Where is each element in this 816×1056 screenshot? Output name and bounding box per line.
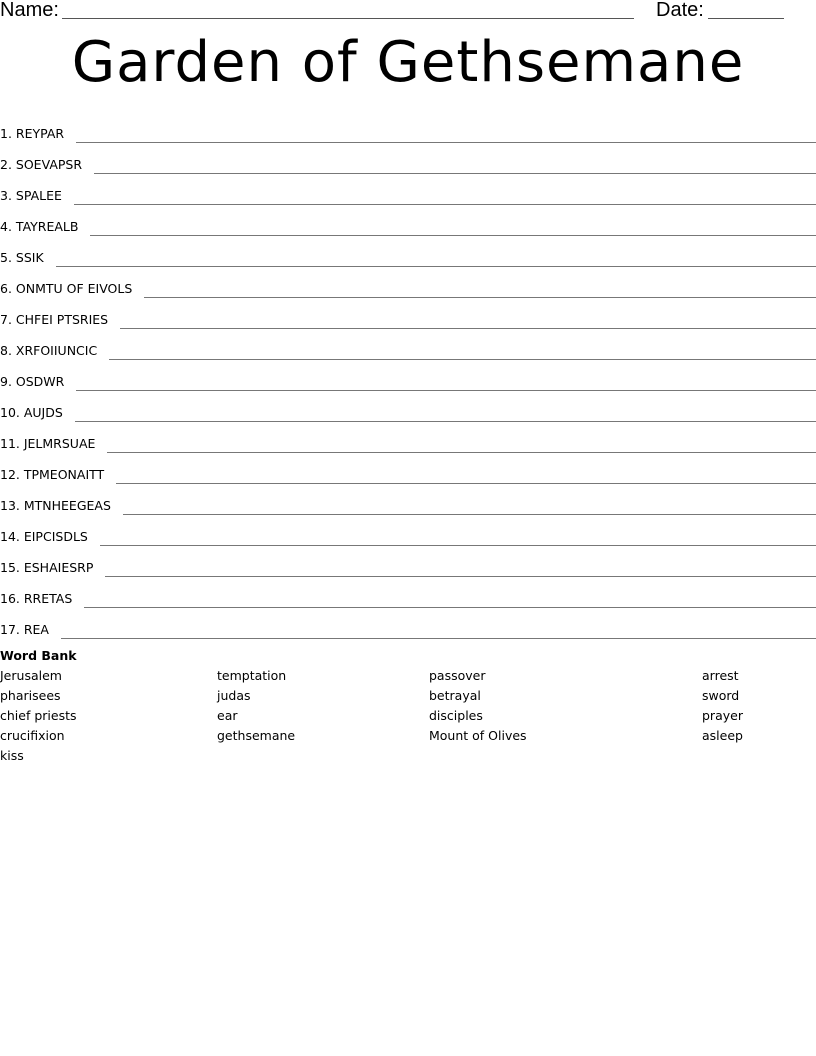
answer-line[interactable]: [84, 607, 816, 608]
word-bank-column-3: [429, 666, 527, 746]
name-field[interactable]: [62, 18, 634, 19]
word-bank-item: sword: [702, 688, 740, 703]
word-bank-item: judas: [217, 688, 251, 703]
word-bank-column-1: [0, 666, 77, 766]
scrambled-word: 17. REA: [0, 622, 49, 637]
word-bank-item: betrayal: [429, 688, 481, 703]
scrambled-word: 5. SSIK: [0, 250, 44, 265]
word-bank-item: kiss: [0, 748, 24, 763]
scrambled-word: 7. CHFEI PTSRIES: [0, 312, 109, 327]
answer-line[interactable]: [116, 483, 816, 484]
scrambled-word: 11. JELMRSUAE: [0, 436, 96, 451]
answer-line[interactable]: [105, 576, 816, 577]
word-bank-item: pharisees: [0, 688, 61, 703]
puzzle-row: [0, 111, 816, 142]
answer-line[interactable]: [100, 545, 816, 546]
puzzle-row: [0, 235, 816, 266]
word-bank-item: prayer: [702, 708, 743, 723]
word-bank-item: temptation: [217, 668, 287, 683]
date-field[interactable]: [708, 18, 784, 19]
scrambled-word: 12. TPMEONAITT: [0, 467, 105, 482]
scrambled-word: 8. XRFOIIUNCIC: [0, 343, 98, 358]
puzzle-row: [0, 359, 816, 390]
header: [0, 0, 816, 24]
puzzle-row: [0, 204, 816, 235]
puzzle-row: [0, 421, 816, 452]
word-bank-item: gethsemane: [217, 728, 296, 743]
date-label: Date:: [656, 0, 704, 21]
scrambled-word: 1. REYPAR: [0, 126, 65, 141]
answer-line[interactable]: [109, 359, 816, 360]
word-bank: [0, 646, 816, 766]
scrambled-word: 13. MTNHEEGEAS: [0, 498, 111, 513]
answer-line[interactable]: [76, 390, 816, 391]
word-bank-item: arrest: [702, 668, 739, 683]
answer-line[interactable]: [94, 173, 816, 174]
answer-line[interactable]: [75, 421, 816, 422]
scrambled-word: 4. TAYREALB: [0, 219, 79, 234]
word-bank-title: Word Bank: [0, 648, 77, 663]
answer-line[interactable]: [123, 514, 816, 515]
word-bank-item: passover: [429, 668, 486, 683]
puzzle-row: [0, 607, 816, 638]
answer-line[interactable]: [107, 452, 816, 453]
puzzle-row: [0, 576, 816, 607]
word-bank-item: asleep: [702, 728, 743, 743]
word-bank-item: Mount of Olives: [429, 728, 527, 743]
answer-line[interactable]: [76, 142, 816, 143]
answer-line[interactable]: [120, 328, 816, 329]
word-bank-grid: [0, 666, 816, 766]
puzzle-row: [0, 452, 816, 483]
page-title: Garden of Gethsemane: [71, 30, 745, 95]
scrambled-word: 6. ONMTU OF EIVOLS: [0, 281, 133, 296]
word-bank-item: chief priests: [0, 708, 77, 723]
puzzle-row: [0, 545, 816, 576]
scrambled-word: 14. EIPCISDLS: [0, 529, 88, 544]
answer-line[interactable]: [90, 235, 816, 236]
puzzle-row: [0, 328, 816, 359]
puzzle-row: [0, 297, 816, 328]
puzzle-row: [0, 266, 816, 297]
scrambled-word: 2. SOEVAPSR: [0, 157, 83, 172]
answer-line[interactable]: [56, 266, 816, 267]
name-label: Name:: [0, 0, 59, 21]
answer-line[interactable]: [61, 638, 816, 639]
answer-line[interactable]: [144, 297, 816, 298]
word-bank-item: crucifixion: [0, 728, 65, 743]
scrambled-word: 9. OSDWR: [0, 374, 65, 389]
puzzle-row: [0, 514, 816, 545]
scrambled-word: 16. RRETAS: [0, 591, 73, 606]
word-bank-item: Jerusalem: [0, 668, 62, 683]
scrambled-word: 3. SPALEE: [0, 188, 62, 203]
scrambled-word: 15. ESHAIESRP: [0, 560, 94, 575]
puzzle-row: [0, 483, 816, 514]
word-bank-item: disciples: [429, 708, 483, 723]
puzzle-row: [0, 173, 816, 204]
word-bank-column-4: [702, 666, 743, 746]
puzzle-row: [0, 390, 816, 421]
puzzle-list: [0, 111, 816, 638]
word-bank-column-2: [217, 666, 295, 746]
puzzle-row: [0, 142, 816, 173]
word-bank-item: ear: [217, 708, 238, 723]
scrambled-word: 10. AUJDS: [0, 405, 63, 420]
answer-line[interactable]: [74, 204, 816, 205]
